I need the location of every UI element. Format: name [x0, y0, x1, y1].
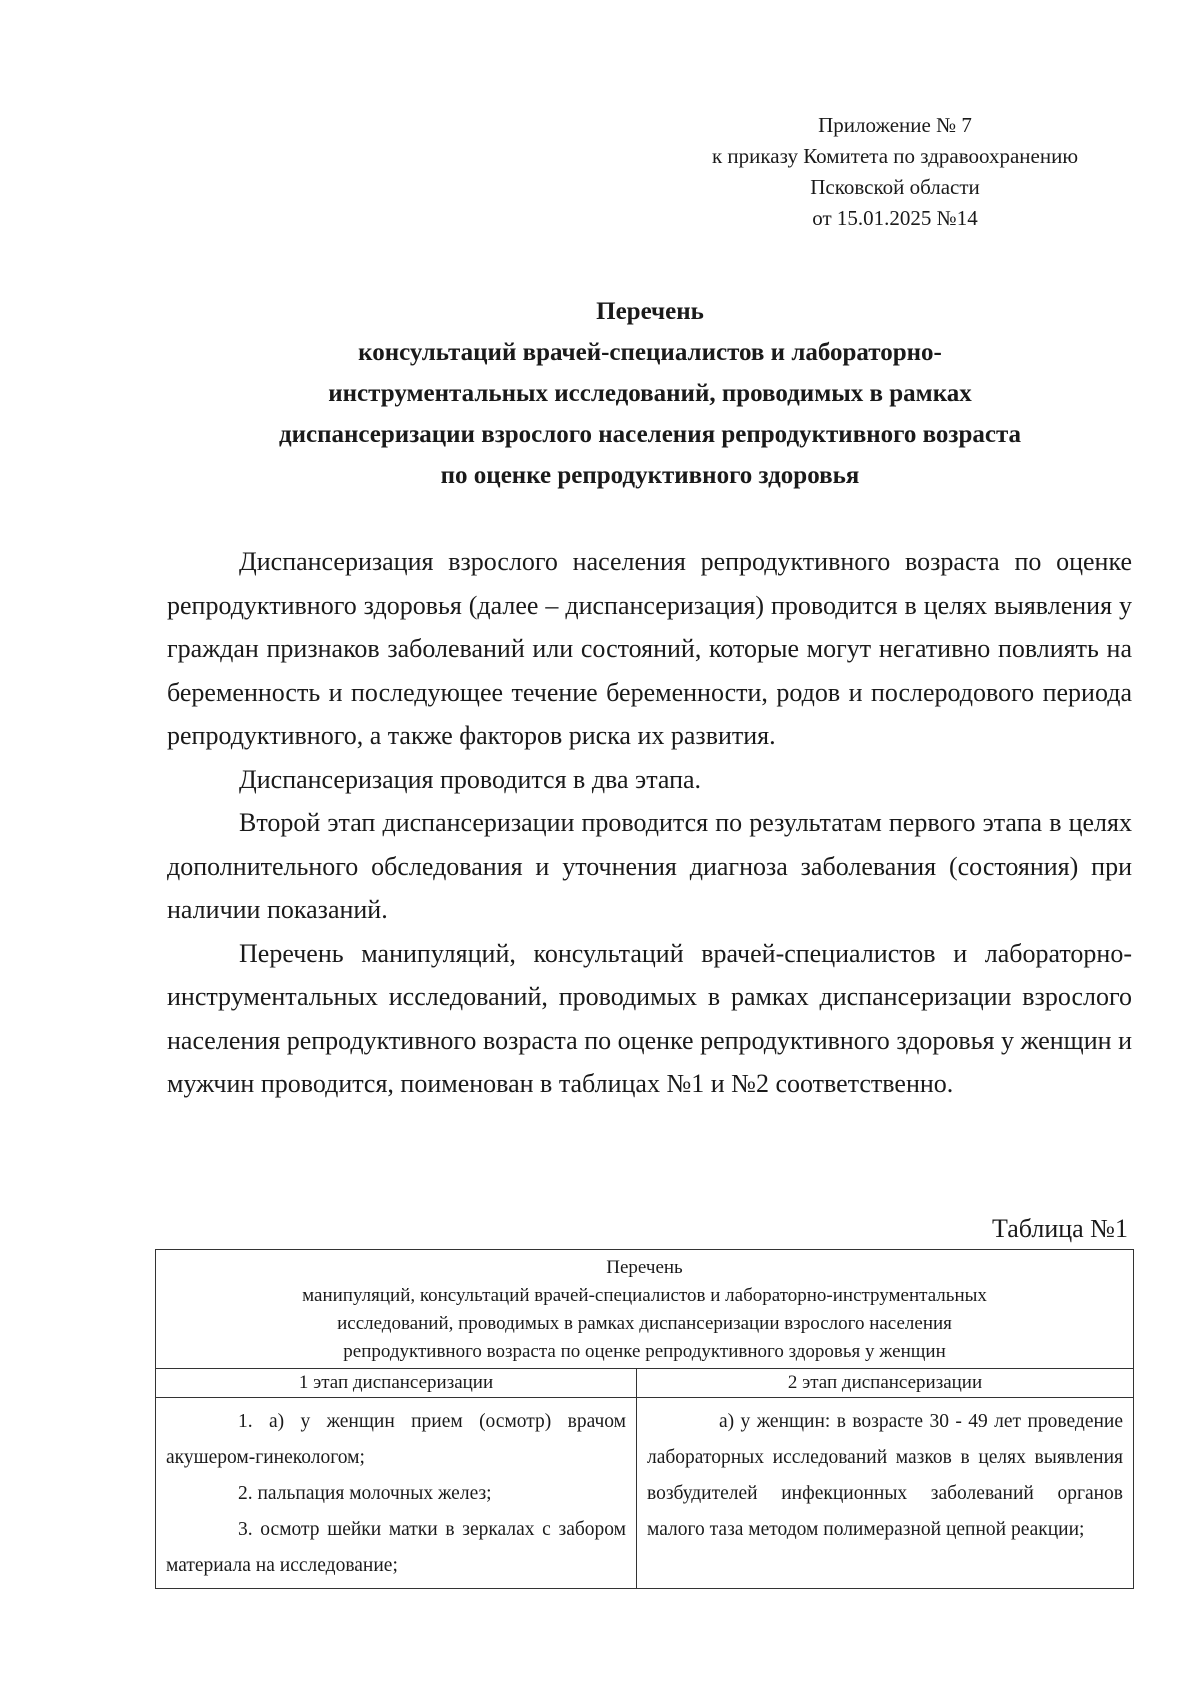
- exam-table: [155, 1249, 1134, 1589]
- stage-1-cell: [156, 1398, 637, 1589]
- column-header-stage-1: 1 этап диспансеризации: [156, 1369, 637, 1398]
- appendix-line-4: от 15.01.2025 №14: [812, 206, 978, 230]
- table-title-line: исследований, проводимых в рамках диспансеризации взрослого населения: [337, 1313, 952, 1334]
- table-caption: Таблица №1: [991, 1214, 1128, 1243]
- paragraph-1: Диспансеризация взрослого населения репродуктивного возраста по оценке репродуктивного здоровья (далее – диспансеризация) проводится в целях выявления у граждан признаков заболеваний или состояний, которые могут негативно повлиять на беременность и последующее течение беременности, родов и послеродового периода репродуктивного, а также факторов риска их развития.: [167, 547, 1132, 750]
- table-row: [156, 1398, 1134, 1589]
- appendix-header: [690, 110, 1100, 234]
- title-line-5: по оценке репродуктивного здоровья: [440, 462, 860, 489]
- table-title-line: Перечень: [606, 1257, 683, 1278]
- document-body: [167, 540, 1132, 1106]
- appendix-line-1: Приложение № 7: [818, 113, 972, 137]
- title-line-1: Перечень: [596, 298, 704, 325]
- stage-2-cell: [637, 1398, 1134, 1589]
- stage-1-item: 3. осмотр шейки матки в зеркалах с забором материала на исследование;: [166, 1519, 626, 1576]
- table-title-row: [156, 1250, 1134, 1369]
- column-header-stage-2: 2 этап диспансеризации: [637, 1369, 1134, 1398]
- stage-1-item: 2. пальпация молочных желез;: [238, 1483, 492, 1504]
- appendix-line-2: к приказу Комитета по здравоохранению: [711, 144, 1079, 168]
- stage-2-item: а) у женщин: в возрасте 30 - 49 лет проведение лабораторных исследований мазков в целях выявления возбудителей инфекционных заболеваний органов малого таза методом полимеразной цепной реакции;: [647, 1411, 1124, 1540]
- paragraph-4: Перечень манипуляций, консультаций врачей-специалистов и лабораторно-инструментальных исследований, проводимых в рамках диспансеризации взрослого населения репродуктивного возраста по оценке репродуктивного здоровья у женщин и мужчин проводится, поименован в таблицах №1 и №2 соответственно.: [167, 938, 1132, 1098]
- title-line-2: консультаций врачей-специалистов и лабораторно-: [358, 339, 942, 366]
- appendix-line-3: Псковской области: [810, 175, 980, 199]
- title-line-4: диспансеризации взрослого населения репродуктивного возраста: [278, 421, 1022, 448]
- table-title-cell: [156, 1250, 1134, 1369]
- table-header-row: [156, 1369, 1134, 1398]
- paragraph-3: Второй этап диспансеризации проводится по результатам первого этапа в целях дополнительного обследования и уточнения диагноза заболевания (состояния) при наличии показаний.: [167, 808, 1132, 924]
- title-line-3: инструментальных исследований, проводимых в рамках: [328, 380, 972, 407]
- stage-1-item: 1. а) у женщин прием (осмотр) врачом акушером-гинекологом;: [166, 1411, 626, 1468]
- table-title-line: манипуляций, консультаций врачей-специалистов и лабораторно-инструментальных: [302, 1285, 987, 1306]
- document-title: [160, 291, 1140, 496]
- paragraph-2: Диспансеризация проводится в два этапа.: [239, 764, 702, 794]
- table-title-line: репродуктивного возраста по оценке репродуктивного здоровья у женщин: [343, 1341, 946, 1362]
